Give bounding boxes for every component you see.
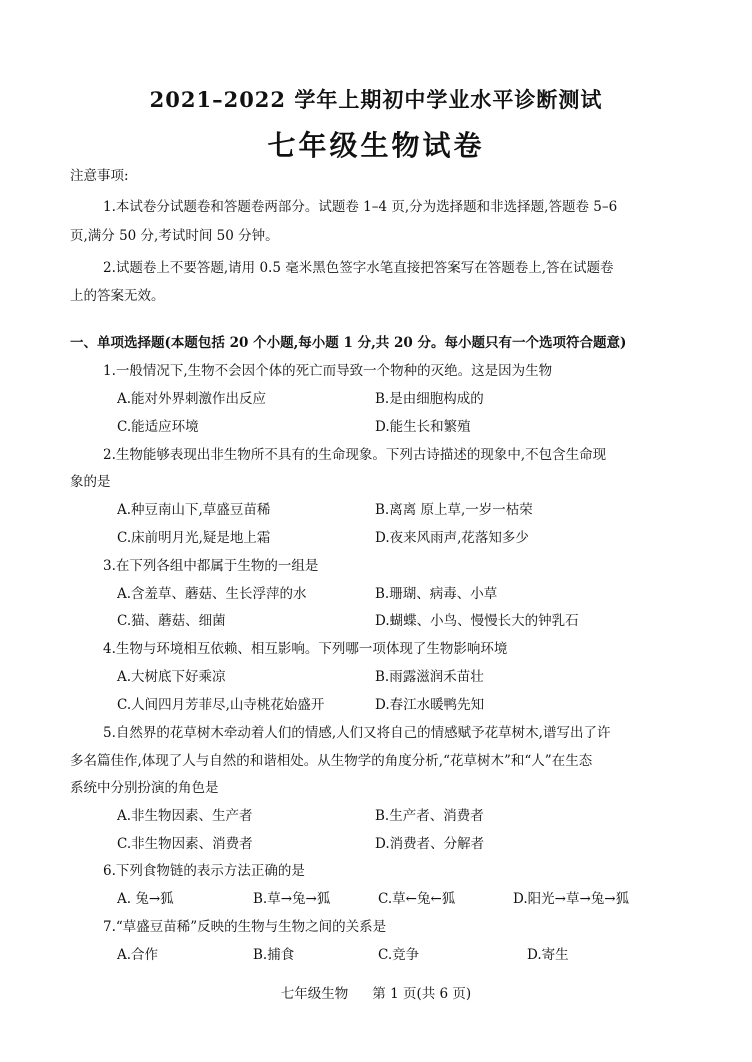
option-a: A.含羞草、蘑菇、生长浮萍的水 (117, 586, 307, 602)
question-stem-cont: 系统中分别扮演的角色是 (70, 780, 219, 796)
option-d: D.阳光→草→兔→狐 (513, 891, 630, 907)
exam-subtitle: 七年级生物试卷 (267, 129, 485, 162)
option-b: B.珊瑚、病毒、小草 (375, 586, 498, 602)
footer-subject: 七年级生物 (280, 986, 349, 1002)
note-2-line-1: 2.试题卷上不要答题,请用 0.5 毫米黑色签字水笔直接把答案写在答题卷上,答在试题卷 (103, 260, 614, 276)
option-b: B.是由细胞构成的 (375, 391, 484, 407)
option-b: B.捕食 (253, 947, 295, 963)
option-d: D.夜来风雨声,花落知多少 (375, 530, 529, 546)
question-stem-cont: 多名篇佳作,体现了人与自然的和谐相处。从生物学的角度分析,“花草树木”和“人”在生态 (70, 753, 593, 769)
option-d: D.能生长和繁殖 (375, 419, 471, 435)
option-a: A.大树底下好乘凉 (117, 669, 226, 685)
option-a: A.非生物因素、生产者 (117, 808, 253, 824)
question-stem: 6.下列食物链的表示方法正确的是 (103, 863, 305, 879)
section-heading: 一、单项选择题(本题包括 20 个小题,每小题 1 分,共 20 分。每小题只有一个选项符合题意) (70, 335, 627, 351)
question-stem: 4.生物与环境相互依赖、相互影响。下列哪一项体现了生物影响环境 (103, 641, 508, 657)
note-2-line-2: 上的答案无效。 (70, 288, 165, 304)
page-footer (0, 982, 752, 1002)
option-a: A.能对外界刺激作出反应 (117, 391, 267, 407)
option-c: C.竞争 (378, 947, 420, 963)
question-stem: 3.在下列各组中都属于生物的一组是 (103, 558, 319, 574)
question-stem: 5.自然界的花草树木牵动着人们的情感,人们又将自己的情感赋予花草树木,谱写出了许 (103, 725, 611, 741)
option-a: A. 兔→狐 (117, 891, 174, 907)
option-d: D.寄生 (527, 947, 569, 963)
option-c: C.草←兔←狐 (378, 891, 456, 907)
option-b: B.草→兔→狐 (253, 891, 331, 907)
option-d: D.春江水暖鸭先知 (375, 697, 485, 713)
option-d: D.蝴蝶、小鸟、慢慢长大的钟乳石 (375, 613, 579, 629)
option-c: C.非生物因素、消费者 (117, 836, 253, 852)
option-d: D.消费者、分解者 (375, 836, 485, 852)
option-b: B.雨露滋润禾苗壮 (375, 669, 484, 685)
note-1-line-2: 页,满分 50 分,考试时间 50 分钟。 (70, 228, 279, 244)
question-stem: 2.生物能够表现出非生物所不具有的生命现象。下列古诗描述的现象中,不包含生命现 (103, 447, 607, 463)
option-b: B.离离 原上草,一岁一枯荣 (375, 502, 533, 518)
option-b: B.生产者、消费者 (375, 808, 484, 824)
option-c: C.能适应环境 (117, 419, 199, 435)
notes-heading: 注意事项: (70, 168, 129, 184)
exam-title: 2021–2022 学年上期初中学业水平诊断测试 (149, 87, 603, 112)
option-a: A.种豆南山下,草盛豆苗稀 (117, 502, 271, 518)
question-stem-cont: 象的是 (70, 474, 111, 490)
note-1-line-1: 1.本试卷分试题卷和答题卷两部分。试题卷 1–4 页,分为选择题和非选择题,答题卷 5–6 (103, 199, 618, 215)
question-stem: 7.“草盛豆苗稀”反映的生物与生物之间的关系是 (103, 919, 387, 935)
option-c: C.床前明月光,疑是地上霜 (117, 530, 271, 546)
option-c: C.猫、蘑菇、细菌 (117, 613, 226, 629)
question-stem: 1.一般情况下,生物不会因个体的死亡而导致一个物种的灭绝。这是因为生物 (103, 363, 553, 379)
option-c: C.人间四月芳菲尽,山寺桃花始盛开 (117, 697, 325, 713)
footer-page-number: 第 1 页(共 6 页) (372, 986, 472, 1002)
option-a: A.合作 (117, 947, 159, 963)
